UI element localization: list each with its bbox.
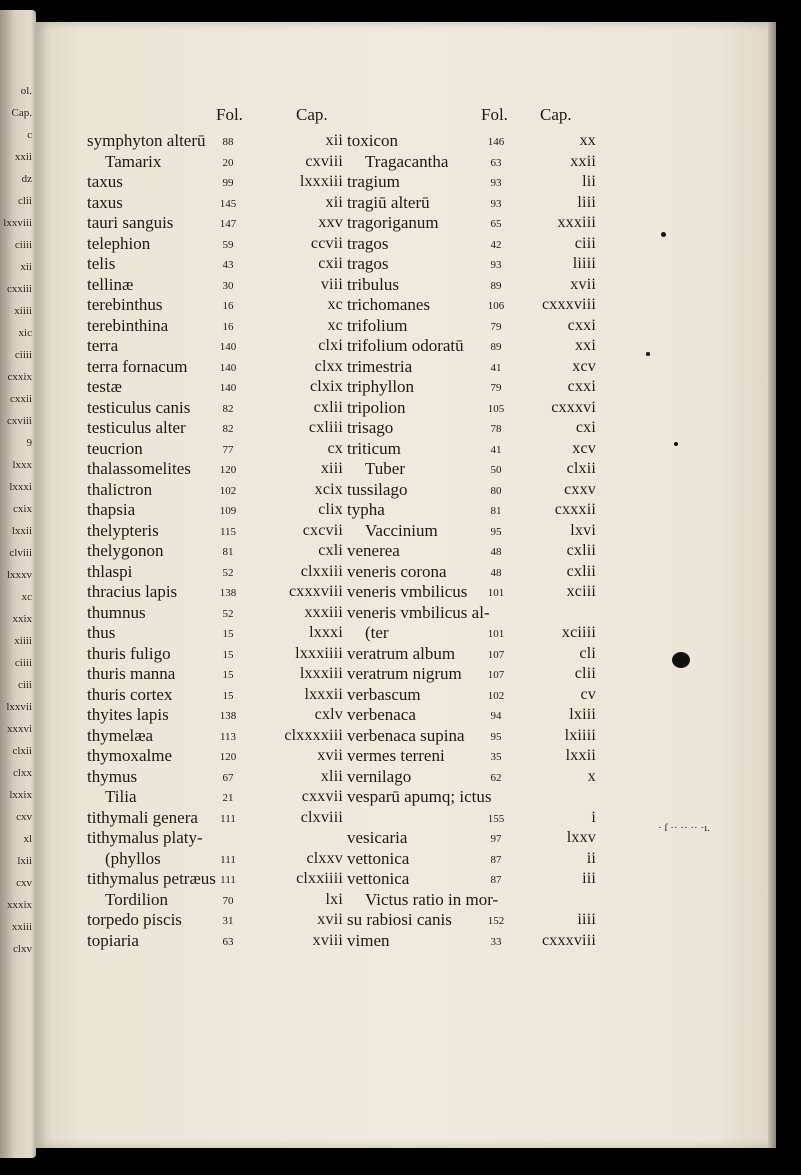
folio-number: 15 — [222, 648, 234, 661]
folio-number: 79 — [490, 382, 502, 394]
folio-number: 140 — [219, 341, 237, 353]
folio-number: 41 — [490, 361, 502, 374]
index-term: thuris cortex — [87, 684, 173, 704]
chapter-number: clii — [574, 665, 596, 682]
chapter-number: cxxxviii — [288, 583, 343, 600]
index-term: veratrum album — [347, 643, 456, 663]
folio-number: 15 — [222, 669, 234, 681]
folio-number: 87 — [490, 853, 502, 866]
chapter-number: lxxxiii — [299, 665, 343, 682]
index-term: thlaspi — [87, 561, 133, 581]
chapter-number: xxi — [574, 337, 596, 354]
chapter-number: lxiii — [569, 706, 596, 723]
index-term: terebinthus — [87, 295, 163, 314]
index-term: tithymali genera — [87, 807, 198, 827]
index-term: (ter — [365, 623, 389, 642]
previous-page-fragment: c — [27, 129, 32, 141]
folio-number: 101 — [487, 628, 505, 640]
previous-page-fragment: ciiii — [14, 349, 32, 361]
chapter-number: clxi — [318, 337, 343, 354]
index-term: tripolion — [347, 397, 406, 417]
chapter-number: clxx — [314, 357, 343, 375]
page-fore-edge — [768, 22, 776, 1148]
chapter-number: xxxiii — [557, 214, 596, 231]
chapter-number: cxxv — [564, 480, 596, 498]
chapter-number: cxcvii — [302, 521, 343, 539]
folio-number: 105 — [487, 402, 505, 415]
chapter-number: lxi — [325, 890, 343, 908]
folio-number: 77 — [222, 443, 234, 456]
chapter-number: ciii — [574, 234, 596, 252]
index-term: testiculus alter — [87, 418, 186, 437]
index-term: Tamarix — [105, 151, 162, 171]
index-term: vettonica — [347, 869, 410, 888]
previous-page-fragment: xiiii — [14, 635, 32, 647]
header-left-cap: Cap. — [296, 105, 328, 124]
index-term: thymelæa — [87, 725, 154, 745]
folio-number: 52 — [222, 566, 234, 579]
chapter-number: cxxxii — [554, 501, 596, 518]
ink-speck — [661, 232, 666, 237]
folio-number: 16 — [222, 320, 234, 333]
folio-number: 140 — [219, 382, 237, 394]
index-term: typha — [347, 500, 385, 519]
chapter-number: cv — [580, 685, 596, 703]
chapter-number: lxxxi — [309, 624, 343, 641]
chapter-number: cxviii — [305, 152, 343, 170]
folio-number: 89 — [490, 341, 502, 353]
folio-number: 78 — [490, 423, 502, 435]
chapter-number: lxxxiiii — [295, 644, 343, 662]
previous-page-fragment: clviii — [9, 547, 32, 559]
folio-number: 109 — [219, 505, 237, 517]
chapter-number: xvii — [317, 747, 343, 764]
previous-page-fragment: lxxix — [9, 789, 32, 801]
index-term: thelygonon — [87, 541, 164, 560]
folio-number: 59 — [222, 238, 234, 251]
previous-page-fragment: xxiii — [11, 921, 32, 933]
chapter-number: clxxxxiii — [284, 726, 343, 744]
folio-number: 79 — [490, 320, 502, 333]
chapter-number: xiii — [320, 460, 343, 477]
index-term: thelypteris — [87, 520, 159, 540]
index-term: symphyton alterū — [87, 131, 206, 150]
index-term: tragiū alterū — [347, 192, 430, 212]
index-term: verbenaca — [347, 705, 416, 724]
index-term: Victus ratio in mor- — [365, 889, 499, 909]
folio-number: 82 — [222, 423, 234, 435]
folio-number: 20 — [222, 156, 234, 169]
index-term: triphyllon — [347, 377, 415, 396]
index-term: thalassomelites — [87, 459, 191, 478]
index-term: tauri sanguis — [87, 213, 174, 232]
index-term: tragos — [347, 254, 389, 273]
chapter-number: iiii — [577, 911, 596, 928]
folio-number: 65 — [490, 218, 502, 230]
previous-page-fragment: dz — [21, 173, 32, 185]
folio-number: 81 — [490, 505, 502, 517]
chapter-number: lxiiii — [564, 726, 596, 744]
previous-page-fragment: cxv — [16, 877, 32, 889]
index-term: su rabiosi canis — [347, 910, 452, 929]
folio-number: 95 — [490, 730, 502, 743]
index-term: tribulus — [347, 274, 399, 294]
index-term: vettonica — [347, 848, 410, 868]
previous-page-fragment: xxxix — [6, 899, 32, 911]
previous-page-fragment: xc — [21, 591, 32, 603]
chapter-number: clxxiii — [300, 562, 343, 580]
folio-number: 81 — [222, 546, 234, 558]
folio-number: 15 — [222, 628, 234, 640]
folio-number: 82 — [222, 402, 234, 415]
chapter-number: cxxi — [567, 378, 596, 395]
index-term: tragium — [347, 172, 400, 191]
previous-page-fragment: lxxviii — [3, 217, 32, 229]
index-term: verbenaca supina — [347, 725, 465, 745]
index-term: vesparū apumq; ictus — [347, 787, 492, 806]
folio-number: 50 — [490, 464, 502, 476]
index-term: thyites lapis — [87, 705, 169, 724]
previous-page-fragment: lxxvii — [6, 701, 32, 713]
folio-number: 138 — [219, 587, 237, 599]
chapter-number: viii — [320, 275, 343, 293]
folio-number: 140 — [219, 361, 237, 374]
chapter-number: lxxii — [565, 747, 596, 764]
header-right-cap: Cap. — [540, 105, 572, 124]
chapter-number: iii — [582, 870, 596, 887]
index-term: venerea — [347, 541, 400, 560]
chapter-number: clxviii — [300, 808, 343, 826]
chapter-number: cxxi — [567, 316, 596, 334]
index-term: tellinæ — [87, 274, 134, 294]
index-term: Tuber — [365, 459, 405, 478]
index-term: tragoriganum — [347, 213, 439, 232]
previous-page-fragment: 9 — [26, 437, 32, 449]
chapter-number: cli — [579, 644, 596, 662]
folio-number: 111 — [220, 874, 236, 886]
chapter-number: cxxxvi — [551, 398, 596, 416]
previous-page-fragment: lxxii — [11, 525, 32, 537]
chapter-number: lxvi — [570, 521, 596, 539]
folio-number: 101 — [487, 587, 505, 599]
chapter-number: xii — [325, 132, 343, 149]
chapter-number: xcix — [314, 480, 343, 498]
folio-number: 95 — [490, 525, 502, 538]
index-term: thus — [87, 623, 116, 642]
folio-number: 48 — [490, 566, 502, 579]
chapter-number: cxlii — [566, 542, 596, 559]
folio-number: 152 — [487, 915, 505, 927]
folio-number: 43 — [222, 259, 234, 271]
folio-number: 107 — [487, 648, 505, 661]
chapter-number: cxlv — [314, 706, 343, 723]
index-term: tithymalus platy- — [87, 828, 203, 847]
chapter-number: xii — [325, 193, 343, 211]
folio-number: 120 — [219, 751, 237, 763]
folio-number: 30 — [222, 279, 234, 292]
previous-page-fragment: xiiii — [14, 305, 32, 317]
index-term: thumnus — [87, 602, 146, 622]
index-term: torpedo piscis — [87, 910, 182, 929]
index-term: vesicaria — [347, 828, 408, 847]
folio-number: 99 — [222, 177, 234, 189]
previous-page-fragment: lxii — [17, 855, 32, 867]
chapter-number: clxix — [310, 378, 343, 395]
index-term: tragos — [347, 233, 389, 253]
folio-number: 42 — [490, 238, 502, 251]
index-term: vermes terreni — [347, 746, 445, 765]
chapter-number: xxv — [318, 214, 343, 231]
chapter-number: xx — [579, 132, 596, 149]
header-right-fol: Fol. — [481, 105, 508, 124]
previous-page-fragment: xic — [18, 327, 32, 339]
chapter-number: cxlii — [313, 398, 343, 416]
chapter-number: clxxiiii — [296, 870, 343, 887]
header-left-fol: Fol. — [216, 105, 243, 124]
chapter-number: cxi — [575, 419, 596, 436]
index-term: taxus — [87, 192, 123, 212]
folio-number: 89 — [490, 279, 502, 292]
chapter-number: lii — [582, 173, 596, 190]
chapter-number: x — [587, 767, 596, 785]
chapter-number: cxxxviii — [541, 296, 596, 313]
index-term: trichomanes — [347, 295, 431, 314]
folio-number: 111 — [220, 853, 236, 866]
index-term: trimestria — [347, 356, 413, 376]
previous-page-fragment: cxxiii — [6, 283, 32, 295]
index-term: Tordilion — [105, 889, 169, 909]
folio-number: 113 — [219, 730, 237, 743]
index-term: veratrum nigrum — [347, 664, 462, 683]
folio-number: 94 — [490, 710, 502, 722]
folio-number: 102 — [219, 484, 237, 497]
folio-number: 145 — [219, 197, 237, 210]
folio-number: 63 — [490, 156, 502, 169]
folio-number: 147 — [219, 218, 237, 230]
ink-speck — [646, 352, 650, 356]
chapter-number: lxxxii — [304, 685, 343, 703]
chapter-number: i — [591, 808, 596, 826]
index-term: veneris vmbilicus — [347, 582, 468, 601]
chapter-number: cxli — [318, 542, 343, 559]
previous-page-fragment: clxx — [13, 767, 32, 779]
index-term: terra — [87, 336, 119, 355]
previous-page-fragment: lxxxv — [6, 569, 32, 581]
index-term: Vaccinium — [365, 520, 438, 540]
folio-number: 48 — [490, 546, 502, 558]
index-term: telephion — [87, 233, 151, 253]
index-term: triticum — [347, 438, 401, 458]
folio-number: 88 — [222, 136, 234, 148]
chapter-number: xviii — [312, 931, 343, 949]
index-term: thuris manna — [87, 664, 176, 683]
chapter-number: cxxvii — [301, 788, 343, 805]
folio-number: 52 — [222, 607, 234, 620]
previous-page-fragment: cxix — [13, 503, 32, 515]
folio-number: 93 — [490, 197, 502, 210]
chapter-number: ccvii — [310, 234, 343, 252]
ink-spot — [672, 652, 690, 668]
previous-page-fragment: cxxii — [10, 393, 32, 405]
previous-page-fragment: ciiii — [14, 657, 32, 669]
index-term: thuris fuligo — [87, 643, 171, 663]
chapter-number: xc — [327, 296, 343, 313]
chapter-number: liii — [577, 193, 596, 211]
folio-number: 111 — [220, 812, 236, 825]
index-term: trifolium odoratū — [347, 336, 464, 355]
previous-page-fragment: cxv — [16, 811, 32, 823]
previous-page-fragment: clii — [17, 195, 32, 207]
margin-note: · ſ ·· ·· ·· ·ı. — [658, 822, 710, 834]
index-term: tithymalus petræus — [87, 869, 216, 888]
previous-page-fragment: xl — [23, 833, 32, 845]
index-term: Tragacantha — [365, 151, 449, 171]
previous-page-fragment: cxviii — [6, 415, 32, 427]
index-term: veneris vmbilicus al- — [347, 602, 490, 622]
folio-number: 107 — [487, 669, 505, 681]
index-term: thalictron — [87, 479, 153, 499]
folio-number: 62 — [490, 771, 502, 784]
chapter-number: xciii — [566, 583, 596, 600]
index-term: teucrion — [87, 438, 143, 458]
index-term: thapsia — [87, 500, 136, 519]
index-term: trifolium — [347, 315, 408, 335]
previous-page-fragment: xii — [20, 261, 32, 273]
chapter-number: cxlii — [566, 562, 596, 580]
chapter-number: ii — [586, 849, 596, 867]
folio-number: 63 — [222, 935, 234, 948]
previous-page-fragment: clxv — [13, 943, 32, 955]
chapter-number: xxii — [570, 152, 596, 170]
previous-page-fragment: xxix — [12, 613, 32, 625]
folio-number: 70 — [222, 894, 234, 907]
index-term: verbascum — [347, 684, 421, 704]
previous-page-fragment: lxxxi — [9, 481, 32, 493]
previous-page-edge — [0, 10, 36, 1158]
folio-number: 16 — [222, 300, 234, 312]
index-term: (phyllos — [105, 848, 161, 868]
folio-number: 80 — [490, 484, 502, 497]
folio-number: 35 — [490, 751, 502, 763]
index-term: terebinthina — [87, 315, 169, 335]
folio-number: 120 — [219, 464, 237, 476]
chapter-number: xxxiii — [304, 603, 343, 621]
chapter-number: clxii — [566, 460, 596, 477]
chapter-number: clxxv — [306, 849, 343, 867]
previous-page-fragment: clxii — [12, 745, 32, 757]
folio-number: 67 — [222, 771, 234, 784]
folio-number: 155 — [487, 812, 505, 825]
chapter-number: liiii — [572, 255, 596, 272]
chapter-number: xvii — [317, 911, 343, 928]
folio-number: 115 — [219, 525, 237, 538]
chapter-number: xc — [327, 316, 343, 334]
previous-page-fragment: xxxvi — [6, 723, 32, 735]
index-term: topiaria — [87, 930, 139, 950]
folio-number: 21 — [222, 792, 234, 804]
folio-number: 93 — [490, 177, 502, 189]
index-term: toxicon — [347, 131, 398, 150]
folio-number: 97 — [490, 833, 502, 845]
chapter-number: xcv — [572, 357, 596, 375]
index-term: telis — [87, 254, 116, 273]
index-term: thymus — [87, 766, 138, 786]
index-term: vernilago — [347, 766, 412, 786]
chapter-number: xlii — [320, 767, 343, 785]
folio-number: 93 — [490, 259, 502, 271]
folio-number: 138 — [219, 710, 237, 722]
chapter-number: lxxv — [566, 829, 596, 846]
previous-page-fragment: lxxx — [12, 459, 32, 471]
index-term: trisago — [347, 418, 394, 437]
chapter-number: xciiii — [561, 624, 596, 641]
index-term: terra fornacum — [87, 356, 188, 376]
index-term: taxus — [87, 172, 123, 191]
index-term: thymoxalme — [87, 746, 172, 765]
folio-number: 41 — [490, 443, 502, 456]
previous-page-fragment: xxii — [14, 151, 32, 163]
chapter-number: clix — [318, 501, 343, 518]
folio-number: 87 — [490, 874, 502, 886]
previous-page-fragment: cxxix — [7, 371, 32, 383]
chapter-number: xcv — [572, 439, 596, 457]
previous-page-fragment: ciii — [17, 679, 32, 691]
folio-number: 106 — [487, 300, 505, 312]
folio-number: 33 — [490, 935, 502, 948]
index-term: testæ — [87, 377, 122, 396]
folio-number: 31 — [222, 915, 234, 927]
ink-speck — [674, 442, 678, 446]
previous-page-fragment: ol. — [20, 85, 32, 97]
folio-number: 15 — [222, 689, 234, 702]
chapter-number: cx — [327, 439, 343, 457]
index-term: veneris corona — [347, 561, 447, 581]
chapter-number: lxxxiii — [299, 173, 343, 190]
index-term: Tilia — [105, 787, 137, 806]
chapter-number: cxliii — [308, 419, 343, 436]
chapter-number: xvii — [570, 275, 596, 293]
chapter-number: cxxxviii — [541, 931, 596, 949]
index-term: tussilago — [347, 479, 408, 499]
previous-page-fragment: Cap. — [11, 107, 32, 119]
previous-page-fragment: ciiii — [14, 239, 32, 251]
folio-number: 146 — [487, 136, 505, 148]
index-term: testiculus canis — [87, 397, 191, 417]
index-term: vimen — [347, 930, 390, 950]
folio-number: 102 — [487, 689, 505, 702]
index-term: thracius lapis — [87, 582, 178, 601]
chapter-number: cxii — [318, 255, 343, 272]
